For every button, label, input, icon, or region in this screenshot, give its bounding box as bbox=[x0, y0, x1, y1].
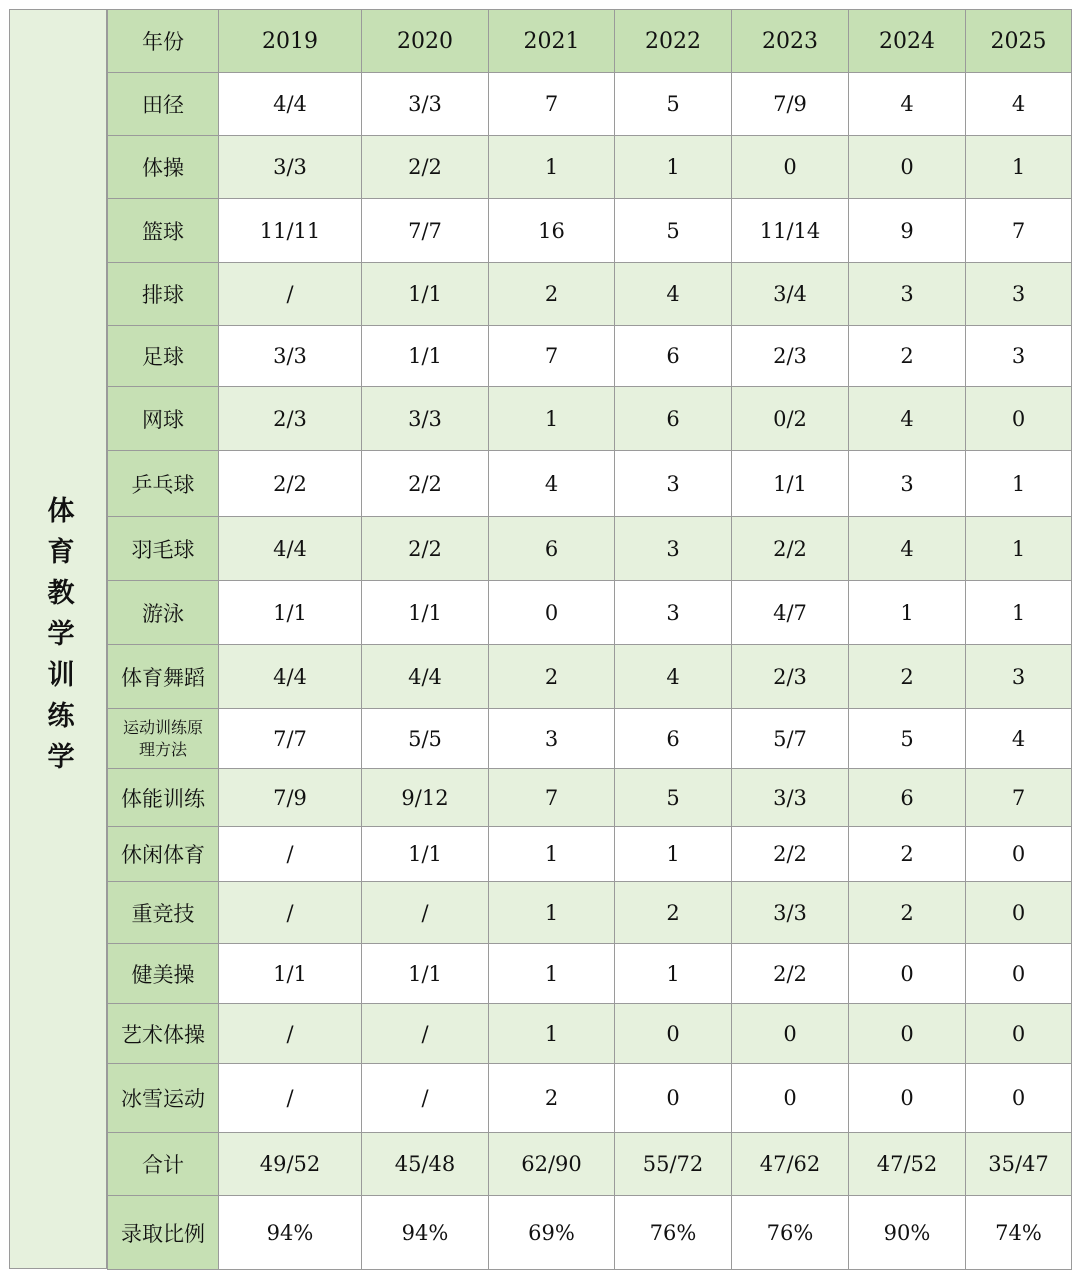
total-cell: 47/52 bbox=[849, 1133, 966, 1196]
table-cell: 16 bbox=[489, 199, 615, 263]
table-cell: 0 bbox=[966, 944, 1072, 1004]
table-cell: 1/1 bbox=[219, 581, 362, 645]
table-cell: 5 bbox=[615, 769, 732, 827]
table-cell: 5 bbox=[615, 73, 732, 136]
total-cell: 35/47 bbox=[966, 1133, 1072, 1196]
table-cell: 1 bbox=[615, 944, 732, 1004]
ratio-cell: 76% bbox=[732, 1196, 849, 1270]
table-cell: 1/1 bbox=[732, 451, 849, 517]
table-cell: 3/3 bbox=[732, 882, 849, 944]
table-cell: 4 bbox=[849, 517, 966, 581]
table-cell: 6 bbox=[615, 387, 732, 451]
table-cell: 2 bbox=[615, 882, 732, 944]
table-cell: 1/1 bbox=[219, 944, 362, 1004]
table-cell: 0 bbox=[489, 581, 615, 645]
table-cell: / bbox=[219, 827, 362, 882]
table-row bbox=[108, 1004, 1072, 1064]
table-cell: 7/7 bbox=[219, 709, 362, 769]
table-cell: 1/1 bbox=[362, 263, 489, 326]
row-label: 艺术体操 bbox=[108, 1004, 219, 1064]
table-cell: / bbox=[362, 1004, 489, 1064]
table-cell: 3 bbox=[489, 709, 615, 769]
table-cell: 0 bbox=[732, 136, 849, 199]
table-cell: 1/1 bbox=[362, 581, 489, 645]
table-row bbox=[108, 944, 1072, 1004]
table-cell: 1/1 bbox=[362, 944, 489, 1004]
side-title: 体育教学训练学 bbox=[42, 495, 74, 783]
table-cell: / bbox=[219, 882, 362, 944]
table-cell: 4 bbox=[615, 645, 732, 709]
table-row bbox=[108, 709, 1072, 769]
table-cell: 2/2 bbox=[732, 944, 849, 1004]
table-row bbox=[108, 387, 1072, 451]
row-label: 网球 bbox=[108, 387, 219, 451]
table-cell: 6 bbox=[615, 326, 732, 387]
table-cell: 4 bbox=[615, 263, 732, 326]
table-cell: 3/3 bbox=[362, 387, 489, 451]
table-cell: 0 bbox=[732, 1064, 849, 1133]
table-cell: 4 bbox=[966, 709, 1072, 769]
year-header: 2020 bbox=[362, 10, 489, 73]
table-cell: 2 bbox=[849, 645, 966, 709]
table-cell: 11/14 bbox=[732, 199, 849, 263]
table-cell: 1 bbox=[489, 387, 615, 451]
table-row bbox=[108, 827, 1072, 882]
table-cell: 3/3 bbox=[732, 769, 849, 827]
admission-table-frame bbox=[9, 9, 1071, 1269]
row-label: 游泳 bbox=[108, 581, 219, 645]
row-label: 健美操 bbox=[108, 944, 219, 1004]
table-cell: 7 bbox=[966, 769, 1072, 827]
ratio-cell: 74% bbox=[966, 1196, 1072, 1270]
table-cell: 3 bbox=[615, 451, 732, 517]
total-cell: 47/62 bbox=[732, 1133, 849, 1196]
row-label bbox=[108, 709, 219, 769]
table-cell: / bbox=[219, 1064, 362, 1133]
table-cell: 2 bbox=[489, 645, 615, 709]
table-cell: 9 bbox=[849, 199, 966, 263]
table-cell: 1/1 bbox=[362, 326, 489, 387]
table-cell: 1 bbox=[489, 882, 615, 944]
header-row bbox=[108, 10, 1072, 73]
table-cell: 3/3 bbox=[219, 326, 362, 387]
ratio-cell: 94% bbox=[219, 1196, 362, 1270]
table-row bbox=[108, 73, 1072, 136]
table-row bbox=[108, 517, 1072, 581]
table-cell: 3 bbox=[966, 326, 1072, 387]
admission-table bbox=[107, 9, 1072, 1270]
table-cell: 4 bbox=[849, 387, 966, 451]
table-row bbox=[108, 451, 1072, 517]
table-cell: 3 bbox=[615, 581, 732, 645]
table-cell: 1 bbox=[489, 944, 615, 1004]
table-cell: 2/2 bbox=[362, 517, 489, 581]
ratio-label: 录取比例 bbox=[108, 1196, 219, 1270]
table-cell: 0 bbox=[966, 1064, 1072, 1133]
table-cell: 1 bbox=[489, 136, 615, 199]
table-cell: 1 bbox=[966, 517, 1072, 581]
row-label: 重竞技 bbox=[108, 882, 219, 944]
row-label: 田径 bbox=[108, 73, 219, 136]
table-cell: 0 bbox=[615, 1064, 732, 1133]
table-cell: 0 bbox=[849, 136, 966, 199]
ratio-cell: 90% bbox=[849, 1196, 966, 1270]
table-cell: / bbox=[362, 882, 489, 944]
table-cell: 1 bbox=[966, 451, 1072, 517]
table-cell: 0 bbox=[966, 882, 1072, 944]
table-cell: 7/9 bbox=[219, 769, 362, 827]
table-cell: 4/7 bbox=[732, 581, 849, 645]
table-row bbox=[108, 326, 1072, 387]
table-cell: 2 bbox=[489, 1064, 615, 1133]
table-cell: 7 bbox=[489, 326, 615, 387]
table-cell: 7/7 bbox=[362, 199, 489, 263]
ratio-cell: 69% bbox=[489, 1196, 615, 1270]
table-cell: 0 bbox=[966, 387, 1072, 451]
table-cell: 1 bbox=[615, 136, 732, 199]
table-cell: 2 bbox=[489, 263, 615, 326]
table-cell: 3 bbox=[849, 263, 966, 326]
table-cell: 3 bbox=[615, 517, 732, 581]
table-row bbox=[108, 769, 1072, 827]
table-cell: 9/12 bbox=[362, 769, 489, 827]
table-cell: / bbox=[219, 263, 362, 326]
row-label: 足球 bbox=[108, 326, 219, 387]
total-cell: 62/90 bbox=[489, 1133, 615, 1196]
table-cell: 4/4 bbox=[362, 645, 489, 709]
row-label: 休闲体育 bbox=[108, 827, 219, 882]
table-cell: 2/2 bbox=[362, 451, 489, 517]
table-row bbox=[108, 136, 1072, 199]
table-cell: 2 bbox=[849, 827, 966, 882]
table-cell: 2 bbox=[849, 882, 966, 944]
row-label: 篮球 bbox=[108, 199, 219, 263]
table-cell: 0 bbox=[849, 1004, 966, 1064]
table-cell: 4 bbox=[489, 451, 615, 517]
table-cell: 5/5 bbox=[362, 709, 489, 769]
table-cell: 0 bbox=[849, 944, 966, 1004]
table-cell: 2/3 bbox=[732, 645, 849, 709]
total-label: 合计 bbox=[108, 1133, 219, 1196]
side-title-cell bbox=[9, 9, 107, 1269]
ratio-cell: 76% bbox=[615, 1196, 732, 1270]
table-cell: 4/4 bbox=[219, 645, 362, 709]
table-cell: 6 bbox=[849, 769, 966, 827]
row-label: 羽毛球 bbox=[108, 517, 219, 581]
year-header: 2023 bbox=[732, 10, 849, 73]
table-cell: 3/3 bbox=[219, 136, 362, 199]
table-cell: 2 bbox=[849, 326, 966, 387]
table-cell: 1 bbox=[966, 581, 1072, 645]
table-cell: 2/2 bbox=[362, 136, 489, 199]
row-label: 体育舞蹈 bbox=[108, 645, 219, 709]
ratio-row bbox=[108, 1196, 1072, 1270]
table-cell: 5 bbox=[849, 709, 966, 769]
table-row bbox=[108, 882, 1072, 944]
table-cell: 7 bbox=[489, 769, 615, 827]
table-cell: 4/4 bbox=[219, 517, 362, 581]
table-cell: 5 bbox=[615, 199, 732, 263]
table-cell: 1/1 bbox=[362, 827, 489, 882]
table-cell: 0/2 bbox=[732, 387, 849, 451]
table-row bbox=[108, 1064, 1072, 1133]
row-label: 体能训练 bbox=[108, 769, 219, 827]
year-header-label: 年份 bbox=[108, 10, 219, 73]
total-cell: 55/72 bbox=[615, 1133, 732, 1196]
table-cell: 0 bbox=[849, 1064, 966, 1133]
year-header: 2024 bbox=[849, 10, 966, 73]
row-label: 乒乓球 bbox=[108, 451, 219, 517]
table-cell: 2/2 bbox=[732, 827, 849, 882]
table-cell: 0 bbox=[615, 1004, 732, 1064]
table-cell: 0 bbox=[732, 1004, 849, 1064]
table-row bbox=[108, 645, 1072, 709]
total-cell: 49/52 bbox=[219, 1133, 362, 1196]
table-cell: 0 bbox=[966, 827, 1072, 882]
year-header: 2019 bbox=[219, 10, 362, 73]
table-cell: 2/2 bbox=[732, 517, 849, 581]
year-header: 2025 bbox=[966, 10, 1072, 73]
year-header: 2022 bbox=[615, 10, 732, 73]
table-cell: 3/3 bbox=[362, 73, 489, 136]
table-cell: 7/9 bbox=[732, 73, 849, 136]
table-cell: 4 bbox=[966, 73, 1072, 136]
table-cell: 2/2 bbox=[219, 451, 362, 517]
table-cell: 3/4 bbox=[732, 263, 849, 326]
row-label-line: 运动训练原 bbox=[122, 717, 203, 737]
table-cell: 5/7 bbox=[732, 709, 849, 769]
table-cell: 1 bbox=[615, 827, 732, 882]
ratio-cell: 94% bbox=[362, 1196, 489, 1270]
total-cell: 45/48 bbox=[362, 1133, 489, 1196]
row-label: 体操 bbox=[108, 136, 219, 199]
table-cell: 2/3 bbox=[219, 387, 362, 451]
row-label: 冰雪运动 bbox=[108, 1064, 219, 1133]
table-cell: 3 bbox=[966, 645, 1072, 709]
year-header: 2021 bbox=[489, 10, 615, 73]
table-cell: 6 bbox=[489, 517, 615, 581]
table-row bbox=[108, 199, 1072, 263]
table-cell: 7 bbox=[966, 199, 1072, 263]
table-row bbox=[108, 263, 1072, 326]
table-cell: 1 bbox=[489, 827, 615, 882]
table-cell: 2/3 bbox=[732, 326, 849, 387]
table-cell: 11/11 bbox=[219, 199, 362, 263]
table-cell: 6 bbox=[615, 709, 732, 769]
table-cell: 7 bbox=[489, 73, 615, 136]
table-cell: 3 bbox=[966, 263, 1072, 326]
table-cell: 1 bbox=[849, 581, 966, 645]
table-cell: 3 bbox=[849, 451, 966, 517]
row-label: 排球 bbox=[108, 263, 219, 326]
table-cell: 0 bbox=[966, 1004, 1072, 1064]
row-label-line: 理方法 bbox=[138, 739, 187, 759]
table-cell: 4/4 bbox=[219, 73, 362, 136]
table-cell: 1 bbox=[966, 136, 1072, 199]
table-cell: / bbox=[362, 1064, 489, 1133]
table-cell: 4 bbox=[849, 73, 966, 136]
table-cell: 1 bbox=[489, 1004, 615, 1064]
total-row bbox=[108, 1133, 1072, 1196]
table-row bbox=[108, 581, 1072, 645]
table-cell: / bbox=[219, 1004, 362, 1064]
